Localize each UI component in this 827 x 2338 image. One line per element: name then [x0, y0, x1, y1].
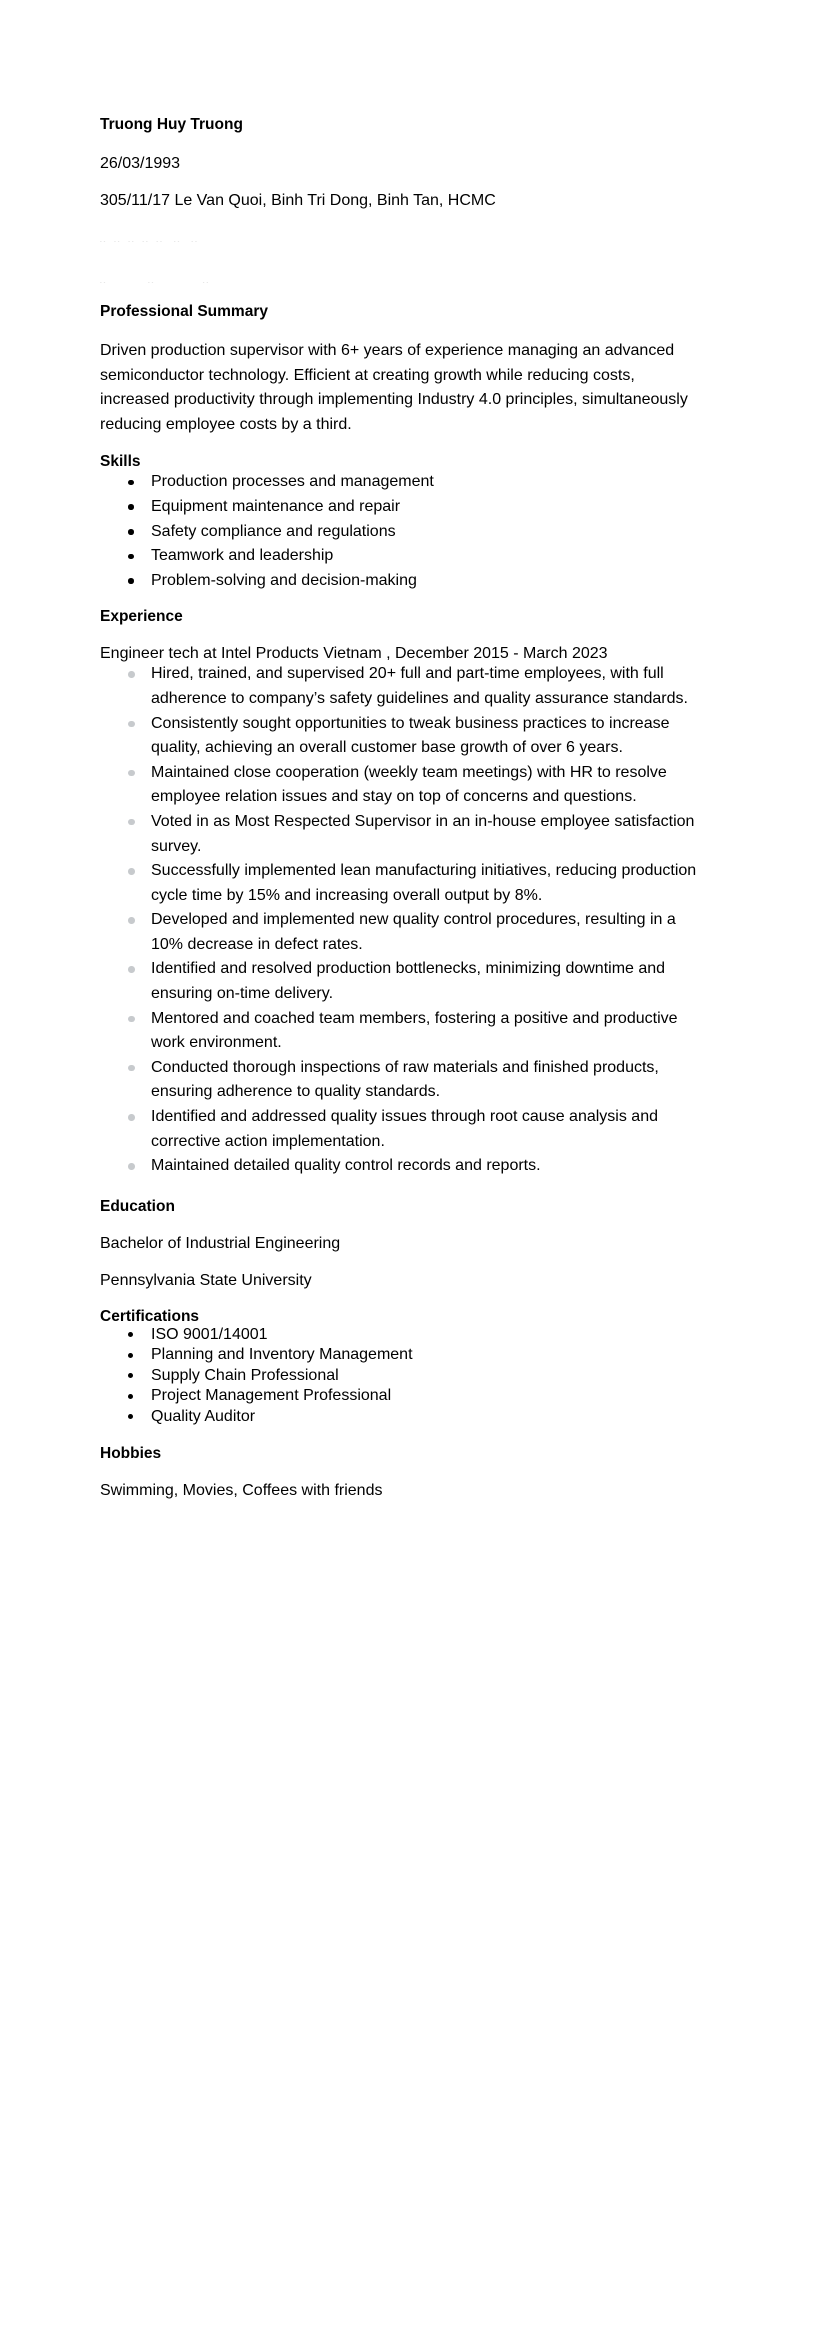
skill-item: Problem-solving and decision-making	[100, 569, 711, 594]
experience-bullet: Voted in as Most Respected Supervisor in an in-house employee satisfaction survey.	[100, 810, 711, 859]
certification-item: ISO 9001/14001	[100, 1325, 751, 1346]
skill-item: Equipment maintenance and repair	[100, 495, 711, 520]
education-school: Pennsylvania State University	[100, 1271, 312, 1289]
certification-item: Quality Auditor	[100, 1407, 751, 1428]
hobbies-text: Swimming, Movies, Coffees with friends	[100, 1482, 383, 1500]
experience-bullets-page1	[100, 662, 727, 1006]
address: 305/11/17 Le Van Quoi, Binh Tri Dong, Binh Tan, HCMC	[100, 192, 496, 209]
experience-bullet: Conducted thorough inspections of raw materials and finished products, ensuring adherence to quality standards.	[100, 1056, 711, 1105]
experience-bullet: Mentored and coached team members, fostering a positive and productive work environment.	[100, 1007, 711, 1056]
redacted-email-line: -- -- --	[100, 281, 211, 285]
skill-item: Teamwork and leadership	[100, 544, 711, 569]
experience-bullet: Maintained detailed quality control records and reports.	[100, 1154, 711, 1179]
experience-bullet: Maintained close cooperation (weekly team meetings) with HR to resolve employee relation issues and stay on top of concerns and questions.	[100, 761, 711, 810]
date-of-birth: 26/03/1993	[100, 155, 181, 172]
professional-summary-text: Driven production supervisor with 6+ years of experience managing an advanced semiconductor technology. Efficient at creating growth while reducing costs, increased productivity through implementing Industry 4.0 principles, simultaneously reducing employee costs by a third.	[100, 342, 688, 433]
experience-role-line: Engineer tech at Intel Products Vietnam , December 2015 - March 2023	[100, 645, 608, 663]
section-heading-certifications: Certifications	[100, 1307, 200, 1325]
certification-item: Planning and Inventory Management	[100, 1345, 751, 1366]
experience-bullet: Successfully implemented lean manufacturing initiatives, reducing production cycle time by 15% and increasing overall output by 8%.	[100, 859, 711, 908]
certifications-list	[100, 1325, 727, 1428]
certification-item: Project Management Professional	[100, 1386, 751, 1407]
experience-bullet: Consistently sought opportunities to tweak business practices to increase quality, achieving an overall customer base growth of over 6 years.	[100, 712, 711, 761]
skill-item: Production processes and management	[100, 470, 711, 495]
section-heading-education: Education	[100, 1197, 175, 1215]
section-heading-skills: Skills	[100, 453, 141, 471]
education-degree: Bachelor of Industrial Engineering	[100, 1234, 341, 1252]
section-heading-experience: Experience	[100, 608, 183, 626]
section-heading-hobbies: Hobbies	[100, 1445, 162, 1463]
candidate-name: Truong Huy Truong	[100, 116, 243, 133]
experience-bullet: Identified and addressed quality issues through root cause analysis and corrective action implementation.	[100, 1105, 711, 1154]
skills-list	[100, 470, 727, 593]
experience-bullet: Hired, trained, and supervised 20+ full and part-time employees, with full adherence to company’s safety guidelines and quality assurance standards.	[100, 662, 711, 711]
skill-item: Safety compliance and regulations	[100, 520, 711, 545]
section-heading-professional-summary: Professional Summary	[100, 303, 268, 320]
experience-bullets-page2	[100, 1007, 727, 1179]
experience-bullet: Identified and resolved production bottlenecks, minimizing downtime and ensuring on-time delivery.	[100, 957, 711, 1006]
experience-bullet: Developed and implemented new quality control procedures, resulting in a 10% decrease in defect rates.	[100, 908, 711, 957]
redacted-phone-line: -- -- -- -- -- -- --	[100, 240, 199, 244]
certification-item: Supply Chain Professional	[100, 1366, 751, 1387]
